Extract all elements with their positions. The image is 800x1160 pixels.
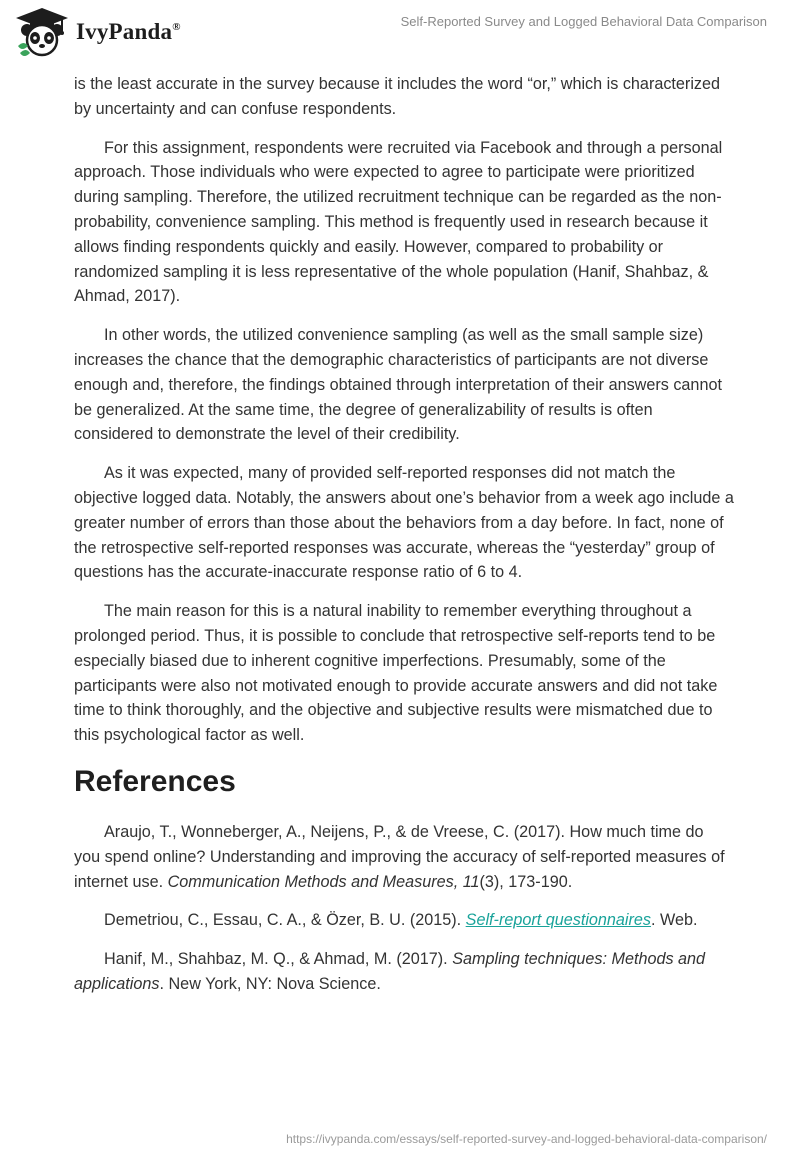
page-header xyxy=(0,0,800,60)
footer-url: https://ivypanda.com/essays/self-reported-survey-and-logged-behavioral-data-comparison/ xyxy=(286,1132,767,1146)
paragraph: In other words, the utilized convenience sampling (as well as the small sample size) increases the chance that the demographic characteristics of participants are not diverse enough and, therefore, the findings obtained through interpretation of their answers cannot be generalized. At the same time, the degree of generalizability of results is often considered to demonstrate the level of their credibility. xyxy=(74,326,722,444)
paragraph: For this assignment, respondents were recruited via Facebook and through a personal approach. Those individuals who were expected to agree to participate were prioritized during sampling. Therefore, the utilized recruitment technique can be regarded as the non-probability, convenience sampling. This method is frequently used in research because it allows finding respondents quickly and easily. However, compared to probability or randomized sampling it is less representative of the whole population (Hanif, Shahbaz, & Ahmad, 2017). xyxy=(74,138,723,306)
panda-graduation-icon xyxy=(12,6,72,58)
essay-content xyxy=(74,72,734,1011)
ivypanda-logo[interactable] xyxy=(12,6,212,58)
reference-item: Araujo, T., Wonneberger, A., Neijens, P., & de Vreese, C. (2017). How much time do you spend online? Understanding and improving the accuracy of self-reported measures of internet use. Communication Methods and Measures, 11(3), 173-190. xyxy=(74,822,725,891)
paragraph: As it was expected, many of provided self-reported responses did not match the objective logged data. Notably, the answers about one’s behavior from a week ago include a greater number of errors than those about the behaviors from a day before. In fact, none of the retrospective self-reported responses was accurate, whereas the “yesterday” group of questions has the accurate-inaccurate response ratio of 6 to 4. xyxy=(74,464,734,582)
journal-title: Communication Methods and Measures, 11 xyxy=(167,872,480,891)
reference-item: Hanif, M., Shahbaz, M. Q., & Ahmad, M. (2017). Sampling techniques: Methods and applications. New York, NY: Nova Science. xyxy=(74,950,706,993)
document-title: Self-Reported Survey and Logged Behavioral Data Comparison xyxy=(400,14,767,29)
reference-item: Demetriou, C., Essau, C. A., & Özer, B. U. (2015). Self-report questionnaires. Web. xyxy=(104,911,698,930)
references-heading: References xyxy=(74,764,236,798)
paragraph: The main reason for this is a natural inability to remember everything throughout a prolonged period. Thus, it is possible to conclude that retrospective self-reports tend to be especially biased due to inherent cognitive imperfections. Presumably, some of the participants were also not motivated enough to provide accurate answers and did not take time to think thoroughly, and the objective and subjective results were mismatched due to this psychological factor as well. xyxy=(74,602,718,745)
book-title: Sampling techniques: Methods and applications xyxy=(74,950,706,993)
reference-link[interactable]: Self-report questionnaires xyxy=(465,911,652,930)
brand-name: IvyPanda® xyxy=(76,19,181,44)
paragraph: is the least accurate in the survey because it includes the word “or,” which is characterized by uncertainty and can confuse respondents. xyxy=(74,75,721,118)
